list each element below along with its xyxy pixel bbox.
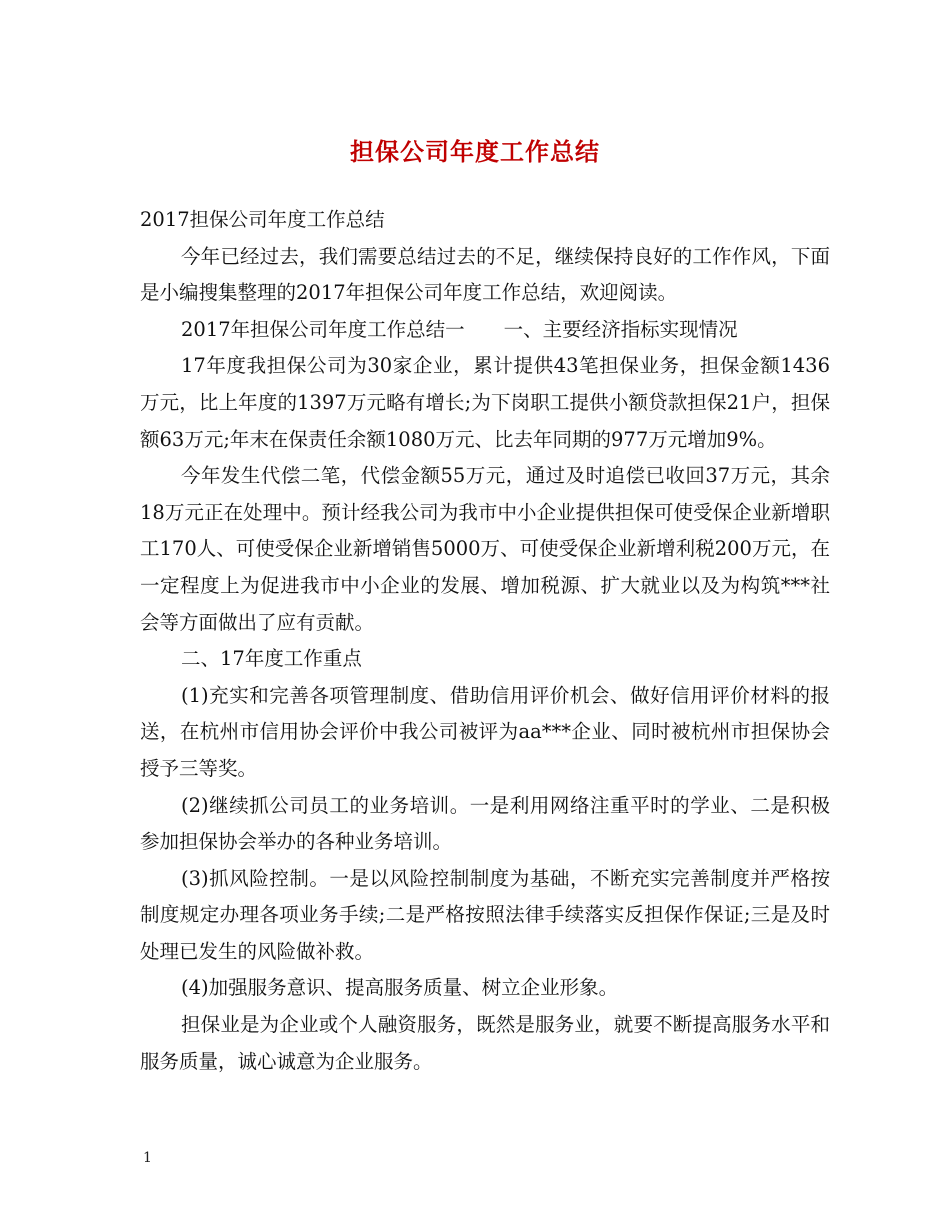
body-paragraph: 17年度我担保公司为30家企业，累计提供43笔担保业务，担保金额1436万元，比上年度的1397万元略有增长;为下岗职工提供小额贷款担保21户，担保额63万元;年末在保责任余额1080万元、比去年同期的977万元增加9%。: [140, 354, 830, 451]
intro-paragraph: 今年已经过去，我们需要总结过去的不足，继续保持良好的工作作风，下面是小编搜集整理的2017年担保公司年度工作总结，欢迎阅读。: [140, 244, 830, 305]
section-heading: 二、17年度工作重点: [181, 647, 362, 671]
list-item: (4)加强服务意识、提高服务质量、树立企业形象。: [181, 976, 619, 1000]
page-number: 1: [143, 1150, 152, 1166]
subtitle-line: 2017担保公司年度工作总结: [140, 208, 385, 231]
list-item: (2)继续抓公司员工的业务培训。一是利用网络注重平时的学业、二是积极参加担保协会举办的各种业务培训。: [140, 793, 830, 854]
list-item: (1)充实和完善各项管理制度、借助信用评价机会、做好信用评价材料的报送，在杭州市信用协会评价中我公司被评为aa***企业、同时被杭州市担保协会授予三等奖。: [140, 683, 830, 780]
body-paragraph: 担保业是为企业或个人融资服务，既然是服务业，就要不断提高服务水平和服务质量，诚心诚意为企业服务。: [140, 1013, 830, 1073]
section-heading-line: 2017年担保公司年度工作总结一 一、主要经济指标实现情况: [181, 317, 738, 341]
body-paragraph: 今年发生代偿二笔，代偿金额55万元，通过及时追偿已收回37万元，其余18万元正在处理中。预计经我公司为我市中小企业提供担保可使受保企业新增职工170人、可使受保企业新增销售5000万、可使受保企业新增利税200万元，在一定程度上为促进我市中小企业的发展、增加税源、扩大就业以及为构筑***社会等方面做出了应有贡献。: [140, 464, 830, 634]
list-item: (3)抓风险控制。一是以风险控制制度为基础，不断充实完善制度并严格按制度规定办理各项业务手续;二是严格按照法律手续落实反担保作保证;三是及时处理已发生的风险做补救。: [140, 866, 830, 963]
document-title: 担保公司年度工作总结: [350, 137, 600, 166]
document-body: [140, 202, 830, 1080]
